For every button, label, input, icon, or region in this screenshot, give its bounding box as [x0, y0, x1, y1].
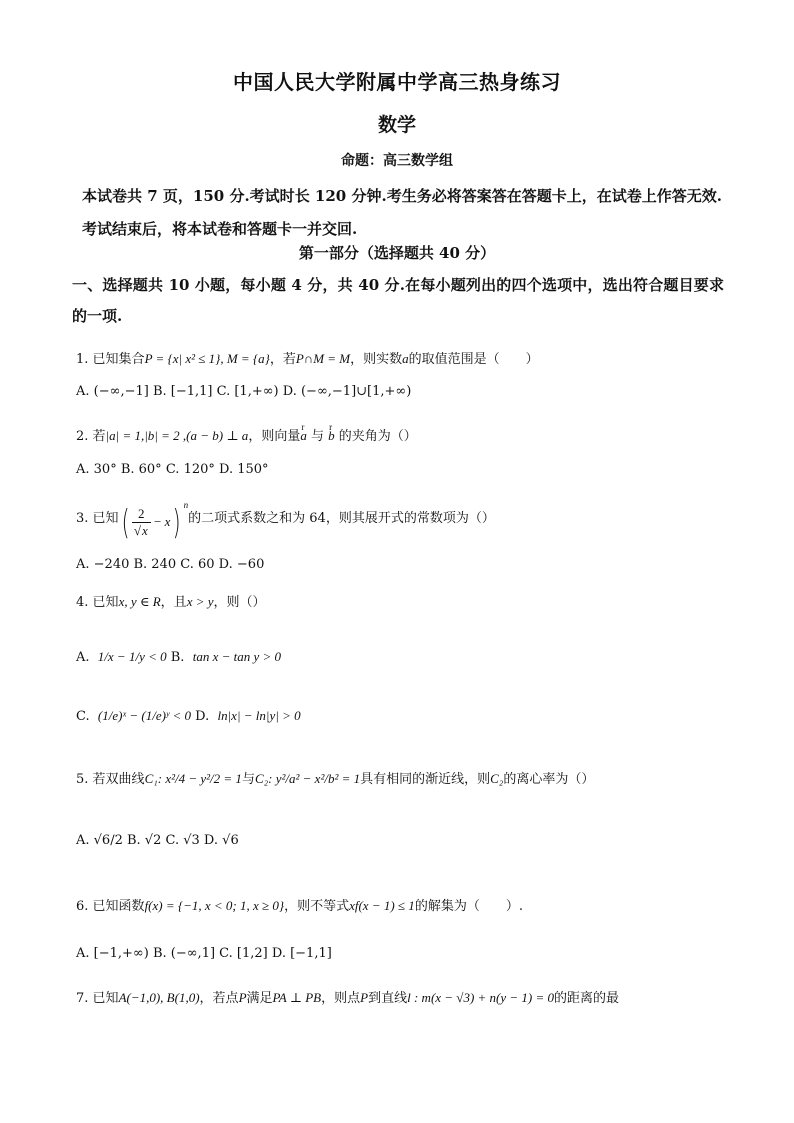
math-variable: a [402, 351, 409, 366]
question-1: 1. 已知集合P = {x| x² ≤ 1}, M = {a}，若P∩M = M，则实数a的取值范围是（ ） [76, 351, 539, 367]
math-expression: l : m(x − √3) + n(y − 1) = 0 [407, 990, 555, 1005]
question-number: 4. [76, 595, 89, 610]
math-expression: xf(x − 1) ≤ 1 [349, 898, 415, 913]
math-variable: C₂ [490, 771, 504, 786]
math-expression: PA ⊥ PB [272, 990, 322, 1005]
math-expression: x > y [186, 594, 214, 609]
option-d: ln|x| − ln|y| > 0 [217, 708, 301, 723]
question-number: 2. [76, 429, 89, 444]
question-number: 3. [76, 511, 89, 526]
part-heading: 第一部分（选择题共 40 分） [298, 244, 496, 262]
math-expression: x, y ∈ R [118, 594, 161, 609]
subject-heading: 数学 [377, 114, 416, 136]
question-number: 5. [76, 772, 89, 787]
question-7: 7. 已知A(−1,0), B(1,0)，若点P满足PA ⊥ PB，则点P到直线l : m(x − √3) + n(y − 1) = 0的距离的最 [76, 990, 620, 1006]
math-expression: P = {x| x² ≤ 1}, M = {a} [144, 351, 270, 366]
question-6-options: A. [−1,+∞) B. (−∞,1] C. [1,2] D. [−1,1] [76, 946, 332, 961]
exam-instructions: 本试卷共 7 页，150 分.考试时长 120 分钟.考生务必将答案答在答题卡上，在试卷上作答无效.考试结束后，将本试卷和答题卡一并交回. [82, 187, 722, 238]
question-2-options: A. 30° B. 60° C. 120° D. 150° [76, 462, 269, 477]
math-expression: C₂: y²/a² − x²/b² = 1 [254, 771, 361, 786]
question-6: 6. 已知函数f(x) = {−1, x < 0; 1, x ≥ 0}，则不等式xf(x − 1) ≤ 1的解集为（ ）. [76, 898, 523, 914]
math-expression: P∩M = M [295, 351, 351, 366]
question-4-options-cd: C. (1/e)ˣ − (1/e)ʸ < 0 D. ln|x| − ln|y| > 0 [76, 708, 301, 724]
option-c: (1/e)ˣ − (1/e)ʸ < 0 [97, 708, 191, 723]
math-expression: A(−1,0), B(1,0) [118, 990, 200, 1005]
question-number: 1. [76, 352, 89, 367]
section-heading: 一、选择题共 10 小题，每小题 4 分，共 40 分.在每小题列出的四个选项中，选出符合题目要求的一项. [72, 276, 724, 325]
binomial-expression: ( $\frac{2}{√x}$ − x) $^n$ [121, 500, 189, 543]
author-line: 命题：高三数学组 [341, 153, 453, 169]
question-number: 6. [76, 899, 89, 914]
question-4: 4. 已知x, y ∈ R，且x > y，则（） [76, 594, 266, 610]
question-4-options-ab: A. 1/x − 1/y < 0 B. tan x − tan y > 0 [76, 649, 282, 665]
question-3-options: A. −240 B. 240 C. 60 D. −60 [76, 557, 265, 572]
question-5-options: A. √6/2 B. √2 C. √3 D. √6 [76, 833, 239, 848]
option-a: 1/x − 1/y < 0 [97, 649, 167, 664]
question-2: 2. 若|a| = 1,|b| = 2 ,(a − b) ⊥ a，则向量r a 与 r b 的夹角为（） [76, 426, 726, 447]
question-1-options: A. (−∞,−1] B. [−1,1] C. [1,+∞) D. (−∞,−1]∪[1,+∞) [76, 384, 412, 399]
question-number: 7. [76, 991, 89, 1006]
math-variable: P [238, 990, 247, 1005]
math-expression: f(x) = {−1, x < 0; 1, x ≥ 0} [144, 898, 285, 913]
math-expression: |a| = 1,|b| = 2 ,(a − b) ⊥ a [105, 428, 249, 443]
math-variable: P [360, 990, 369, 1005]
option-b: tan x − tan y > 0 [192, 649, 282, 664]
math-expression: C₁: x²/4 − y²/2 = 1 [144, 771, 242, 786]
question-3: 3. 已知( $\frac{2}{√x}$ − x) $^n$的二项式系数之和为 64，则其展开式的常数项为（） [76, 497, 726, 541]
page-title: 中国人民大学附属中学高三热身练习 [233, 70, 561, 94]
question-5: 5. 若双曲线C₁: x²/4 − y²/2 = 1与C₂: y²/a² − x²/b² = 1具有相同的渐近线，则C₂的离心率为（） [76, 771, 595, 787]
question-text: 已知集合 [92, 352, 145, 367]
